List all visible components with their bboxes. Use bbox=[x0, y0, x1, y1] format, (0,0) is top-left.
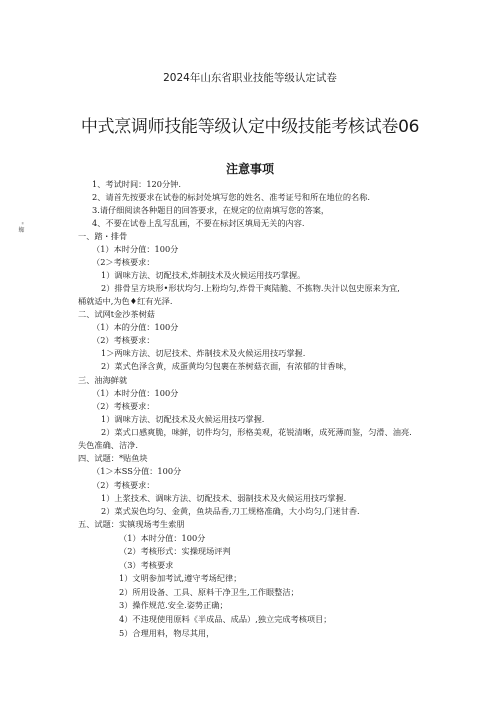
section-heading: 五、试题：实镇现场考生索朋 bbox=[78, 519, 185, 529]
body-line: （3）考核要求 bbox=[119, 560, 174, 570]
body-line: （1＞本SS分值：100分 bbox=[92, 466, 182, 476]
section-heading: 三、油海鲜就 bbox=[78, 375, 128, 385]
body-line: 3）操作规范.安全.姿势正确； bbox=[119, 600, 228, 610]
body-line: （1）本的分值：100分 bbox=[92, 322, 179, 332]
body-line: （1）本时分值：100分 bbox=[119, 533, 206, 543]
body-line: 2）菜式口感爽脆，味鲜，切件均匀，形格美观，花锐清晰，成死薄而鉴，匀滑、油亮. bbox=[101, 427, 412, 437]
body-line: 1＞两味方法、切尼技术、炸制技术及火候运用技巧掌握. bbox=[101, 348, 306, 358]
body-line: （2）考核要求： bbox=[92, 335, 155, 345]
notice-item: 3.请仔细阅读各种题目的回答要求，在规定的位南填写您的答案， bbox=[92, 205, 330, 215]
section-heading: 二、试网t金沙茶树菇 bbox=[78, 309, 155, 319]
body-line: 2）排骨呈方块形•形状均匀.上粉均匀,炸骨干爽陆脆、不拣物.失汁以包史原来为宜, bbox=[101, 283, 400, 293]
body-line: 4）不违现使用原料《半成品、成品）,独立完成考核项目； bbox=[119, 614, 332, 624]
body-line: 2）所用设备、工具、原料干净卫生,工作眼整洁； bbox=[119, 587, 299, 597]
body-line: 5）合理用料，物尽其用， bbox=[119, 628, 215, 638]
notice-title: 注意事项 bbox=[225, 162, 274, 176]
body-line: 1）调味方法、切配技术,炸制技术及火候运用技巧掌握。 bbox=[101, 270, 306, 280]
body-line: 2）菜式炭色均匀、金黄，鱼块品香,刀工规格准确，大小均匀,门迷甘香. bbox=[101, 506, 360, 516]
body-line: 1）上浆技术、调味方法、切配技术、弱制技术及火候运用技巧掌握. bbox=[101, 493, 347, 503]
notice-item: 2、请首先按要求在试卷的标封处填写您的姓名、准考证号和所在地位的名称. bbox=[92, 192, 371, 202]
body-line: （2）考核形式：实操现场评判 bbox=[119, 546, 231, 556]
section-heading: 一、踏・排骨 bbox=[78, 231, 128, 241]
section-heading: 四、试题：*贴鱼块 bbox=[78, 453, 148, 463]
notice-item: 1、考试时间：120分钟. bbox=[92, 179, 181, 189]
body-line: （2）考核要求： bbox=[92, 480, 155, 490]
exam-title: 中式烹调师技能等级认定中级技能考核试卷06 bbox=[80, 117, 420, 137]
body-line: 失色准确、洁净. bbox=[78, 440, 138, 450]
body-line: 2）菜式色泽含黄，成蛋黄均匀包裹在茶树菇衣面，有浓郁的甘香味， bbox=[101, 361, 352, 371]
body-line: （1）本时分值：100分 bbox=[92, 244, 179, 254]
exam-name: 2024年山东省职业技能等级认定试卷 bbox=[163, 72, 337, 84]
body-line: 桶就适中,为色♦红有光泽. bbox=[78, 296, 173, 306]
body-line: （2＞考核要求： bbox=[92, 257, 155, 267]
body-line: （1）本时分值：100分 bbox=[92, 388, 179, 398]
body-line: 1）文明参加考试,遵守考场纪律； bbox=[119, 573, 242, 583]
body-line: 1）调味方法、切配技术及火候运用技巧掌握. bbox=[101, 414, 265, 424]
notice-item: 4、不要在试卷上乱写乱画，不要在标封区填局无关的内容. bbox=[92, 218, 305, 228]
body-line: （2）考核要求： bbox=[92, 401, 155, 411]
margin-mark: " 蜘 bbox=[17, 222, 24, 233]
